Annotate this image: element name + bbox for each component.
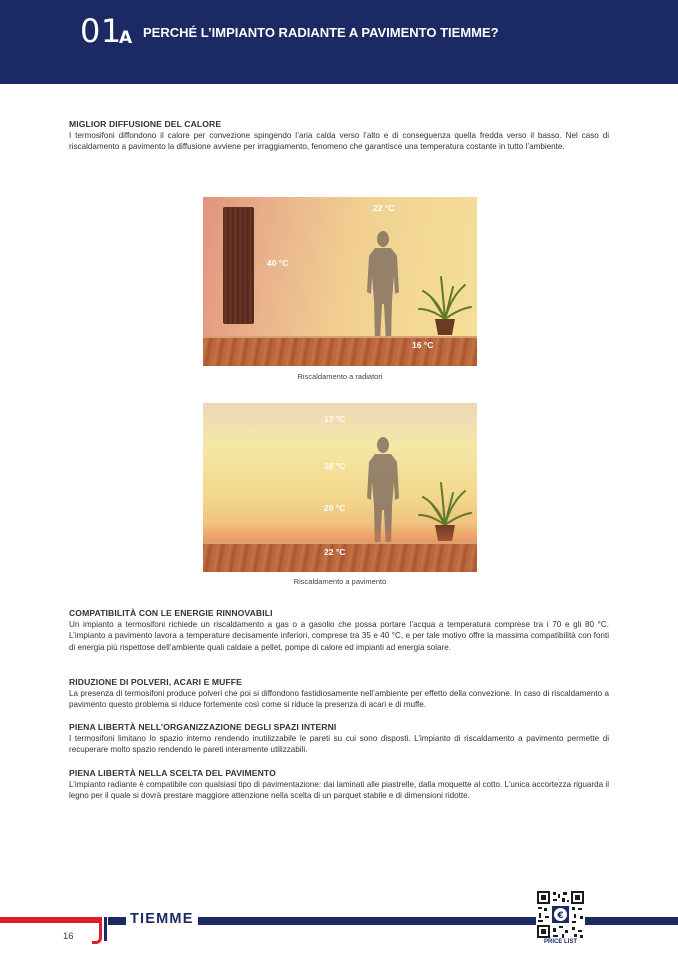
section-pavimento <box>69 768 609 802</box>
radiator-illustration <box>223 207 254 324</box>
temperature-label: 17 °C <box>324 414 346 424</box>
temperature-label: 40 °C <box>267 258 289 268</box>
section-heading: PIENA LIBERTÀ NELLA SCELTA DEL PAVIMENTO <box>69 768 276 778</box>
person-silhouette <box>361 230 405 346</box>
figure-caption: Riscaldamento a radiatori <box>297 372 383 381</box>
brand-logo: TIEMME <box>126 911 198 927</box>
section-text: L’impianto radiante è compatibile con qualsiasi tipo di pavimentazione: dai laminati alle piastrelle, dalla moquette al cotto. L’unica accortezza riguarda il legno per il quale si dovrà prestare maggiore attenzione nella scelta di un parquet stabile e di dimensioni ridotte. <box>69 780 609 801</box>
section-polveri <box>69 677 609 711</box>
figure-floor-heating <box>203 403 477 572</box>
chapter-number: 01 <box>80 12 122 50</box>
temperature-label: 16 °C <box>412 340 434 350</box>
section-heading: RIDUZIONE DI POLVERI, ACARI E MUFFE <box>69 677 242 687</box>
section-rinnovabili <box>69 608 609 653</box>
figure-caption: Riscaldamento a pavimento <box>293 577 387 586</box>
wooden-floor <box>203 336 477 366</box>
section-heading: PIENA LIBERTÀ NELL’ORGANIZZAZIONE DEGLI SPAZI INTERNI <box>69 722 337 732</box>
footer-red-line <box>0 917 100 923</box>
section-heading: COMPATIBILITÀ CON LE ENERGIE RINNOVABILI <box>69 608 273 618</box>
section-text: I termosifoni limitano lo spazio interno rendendo inutilizzabile le pareti su cui sono disposti. L’impianto di riscaldamento a pavimento permette di recuperare molto spazio rendendo le pareti interamente utilizzabili. <box>69 734 609 755</box>
svg-text:€: € <box>557 911 564 921</box>
figure-radiator-heating <box>203 197 477 366</box>
section-diffusione <box>69 119 609 153</box>
qr-code-icon[interactable] <box>536 890 585 939</box>
temperature-label: 22 °C <box>324 547 346 557</box>
page-number: 16 <box>63 931 74 942</box>
section-text: La presenza di termosifoni produce polveri che poi si diffondono fastidiosamente nell’ambiente per effetto della convezione. In caso di riscaldamento a pavimento questo problema si riduce fortemente così come si riduce la presenza di acari e di muffe. <box>69 689 609 710</box>
footer-blue-hook <box>99 917 107 941</box>
qr-label: PRICE LIST <box>543 939 577 945</box>
temperature-label: 18 °C <box>324 461 346 471</box>
section-text: Un impianto a termosifoni richiede un riscaldamento a gas o a gasolio che possa portare l’acqua a temperatura comprese tra i 70 e gli 80 °C. L’impianto a pavimento lavora a temperature decisamente inferiori, comprese tra 35 e 40 °C, e per tale motivo offre la massima compatibilità con fonti di energia più rispettose dell’ambiente quali caldaie a pellet, pompe di calore ed impianti ad energia solare. <box>69 620 609 652</box>
chapter-letter: A <box>119 28 133 48</box>
section-spazi <box>69 722 609 756</box>
temperature-label: 20 °C <box>324 503 346 513</box>
page-header <box>0 0 678 84</box>
section-heading: MIGLIOR DIFFUSIONE DEL CALORE <box>69 119 222 129</box>
temperature-label: 22 °C <box>373 203 395 213</box>
section-text: I termosifoni diffondono il calore per convezione spingendo l’aria calda verso l’alto e di conseguenza quella fredda verso il basso. Nel caso di riscaldamento a pavimento la diffusione avviene per irraggiamento, fenomeno che garantisce una temperatura costante in tutto l’ambiente. <box>69 131 609 152</box>
page-title: PERCHÉ L’IMPIANTO RADIANTE A PAVIMENTO TIEMME? <box>143 25 499 40</box>
plant-illustration <box>417 275 473 337</box>
